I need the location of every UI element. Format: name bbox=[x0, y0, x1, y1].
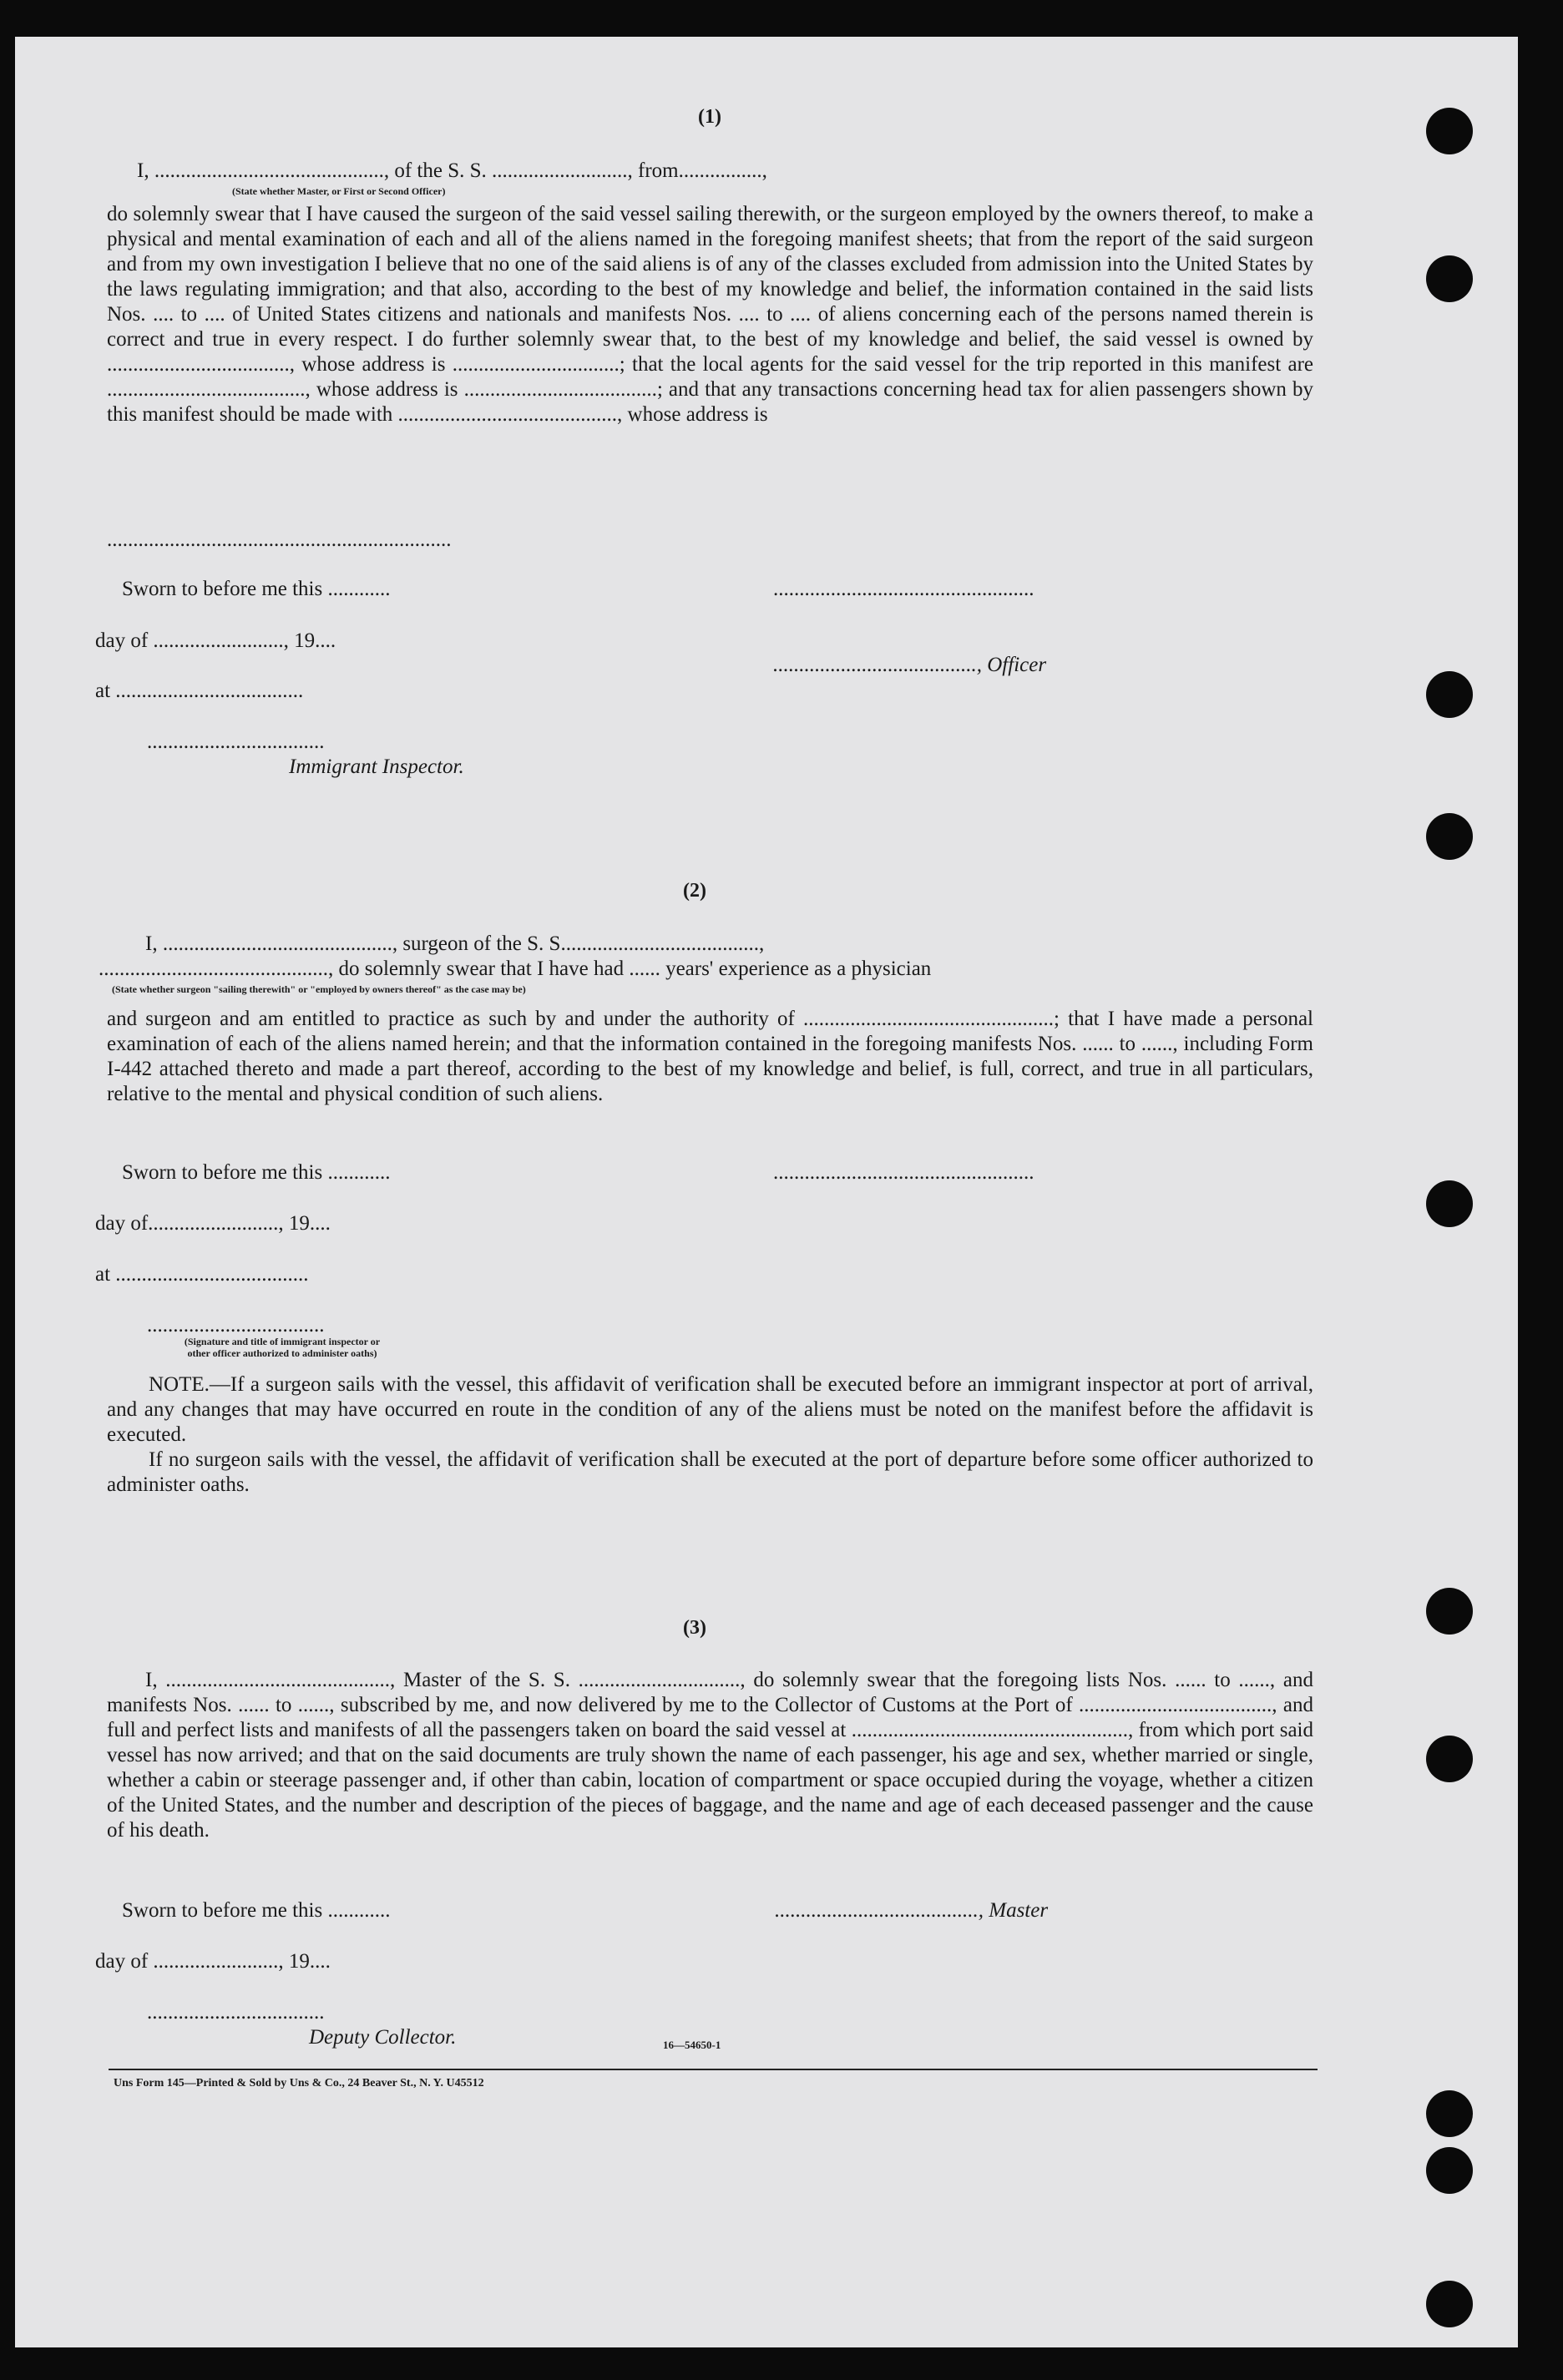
binder-hole bbox=[1426, 2147, 1473, 2194]
s2-note: NOTE.—If a surgeon sails with the vessel, this affidavit of verification shall be executed before an immigrant inspector at port of arrival, and any changes that may have occurred en route in the condition of any of the aliens must be noted on the manifest before the affidavit is executed. bbox=[107, 1373, 1313, 1446]
binder-hole bbox=[1426, 1736, 1473, 1782]
s1-body-end-dots: .................................................................. bbox=[107, 528, 452, 551]
binder-hole bbox=[1426, 2090, 1473, 2137]
s2-inspector-caption-1: (Signature and title of immigrant inspector or bbox=[184, 1336, 381, 1347]
binder-hole bbox=[1426, 108, 1473, 154]
s2-signature-line: .................................................. bbox=[773, 1161, 1034, 1184]
s1-oath-line: I, ............................................, of the S. S. .........................., from................, bbox=[137, 159, 767, 182]
s2-surgeon-caption: (State whether surgeon "sailing therewith" or "employed by owners thereof" as the case may be) bbox=[112, 983, 526, 995]
s2-oath-line: I, ............................................, surgeon of the S. S......................................, bbox=[145, 932, 765, 955]
section-2-number: (2) bbox=[683, 880, 706, 902]
s1-inspector-signature-line: .................................. bbox=[147, 730, 325, 753]
printer-footer: Uns Form 145—Printed & Sold by Uns & Co., 24 Beaver St., N. Y. U45512 bbox=[114, 2077, 484, 2089]
binder-hole bbox=[1426, 1588, 1473, 1635]
footer-rule bbox=[109, 2069, 1318, 2070]
s1-signature-line: .................................................. bbox=[773, 578, 1034, 600]
manifest-back-page bbox=[15, 37, 1518, 2347]
binder-hole bbox=[1426, 813, 1473, 860]
s1-officer-line: ......................................., Officer bbox=[773, 654, 1047, 676]
s2-oath-body: and surgeon and am entitled to practice as such by and under the authority of ................................................; that I have made a personal examination of each of the aliens named herein; and that the information contained in the foregoing manifests Nos. ...... to ......, including Form I-442 attached thereto and made a part thereof, according to the best of my knowledge and belief, is full, correct, and true in all particulars, relative to the mental and physical condition of such aliens. bbox=[107, 1008, 1313, 1105]
section-3-number: (3) bbox=[683, 1617, 706, 1639]
s2-note-2: If no surgeon sails with the vessel, the affidavit of verification shall be executed at the port of departure before some officer authorized to administer oaths. bbox=[107, 1448, 1313, 1496]
s1-at-line: at .................................... bbox=[95, 680, 304, 702]
form-code: 16—54650-1 bbox=[663, 2039, 721, 2051]
binder-hole bbox=[1426, 255, 1473, 302]
s1-inspector-title: Immigrant Inspector. bbox=[289, 755, 464, 778]
binder-hole bbox=[1426, 671, 1473, 718]
s2-experience-line: ............................................, do solemnly swear that I have had ...... years' experience as a physician bbox=[99, 958, 932, 980]
s1-sworn-line: Sworn to before me this ............ bbox=[122, 578, 391, 600]
s3-master-line: ......................................., Master bbox=[775, 1899, 1049, 1922]
s2-at-line: at ..................................... bbox=[95, 1263, 309, 1286]
s3-collector-signature-line: .................................. bbox=[147, 2001, 325, 2024]
s2-day-line: day of........................., 19.... bbox=[95, 1212, 331, 1235]
s1-officer-caption: (State whether Master, or First or Second Officer) bbox=[232, 185, 446, 197]
s1-day-line: day of ........................., 19.... bbox=[95, 629, 336, 652]
s2-sworn-line: Sworn to before me this ............ bbox=[122, 1161, 391, 1184]
s3-collector-title: Deputy Collector. bbox=[309, 2026, 457, 2049]
s3-day-line: day of ........................, 19.... bbox=[95, 1950, 331, 1973]
binder-hole bbox=[1426, 2281, 1473, 2327]
binder-hole bbox=[1426, 1180, 1473, 1227]
s1-oath-body: do solemnly swear that I have caused the surgeon of the said vessel sailing therewith, or the surgeon employed by the owners thereof, to make a physical and mental examination of each and all of the aliens named in the foregoing manifest sheets; that from the report of the said surgeon and from my own investigation I believe that no one of the said aliens is of any of the classes excluded from admission into the United States by the laws regulating immigration; and that also, according to the best of my knowledge and belief, the information contained in the said lists Nos. .... to .... of United States citizens and nationals and manifests Nos. .... to .... of aliens concerning each of the persons named therein is correct and true in every respect. I do further solemnly swear that, to the best of my knowledge and belief, the said vessel is owned by ..................................., whose address is ................................; that the local agents for the said vessel for the trip reported in this manifest are ......................................, whose address is .....................................; and that any transactions concerning head tax for alien passengers shown by this manifest should be made with .........................................., whose address is bbox=[107, 203, 1313, 426]
s3-sworn-line: Sworn to before me this ............ bbox=[122, 1899, 391, 1922]
s3-oath-body: I, ..........................................., Master of the S. S. ..............................., do solemnly swear that the foregoing lists Nos. ...... to ......, and manifests Nos. ...... to ......, subscribed by me, and now delivered by me to the Collector of Customs at the Port of ....................................., and full and perfect lists and manifests of all the passengers taken on board the said vessel at ....................................................., from which port said vessel has now arrived; and that on the said documents are truly shown the name of each passenger, his age and sex, whether married or single, whether a cabin or steerage passenger and, if other than cabin, location of compartment or space occupied during the voyage, whether a citizen of the United States, and the number and description of the pieces of baggage, and the name and age of each deceased passenger and the cause of his death. bbox=[107, 1669, 1313, 1842]
s2-inspector-caption-2: other officer authorized to administer oaths) bbox=[187, 1347, 377, 1359]
s2-inspector-signature-line: .................................. bbox=[147, 1314, 325, 1337]
section-1-number: (1) bbox=[698, 106, 721, 128]
